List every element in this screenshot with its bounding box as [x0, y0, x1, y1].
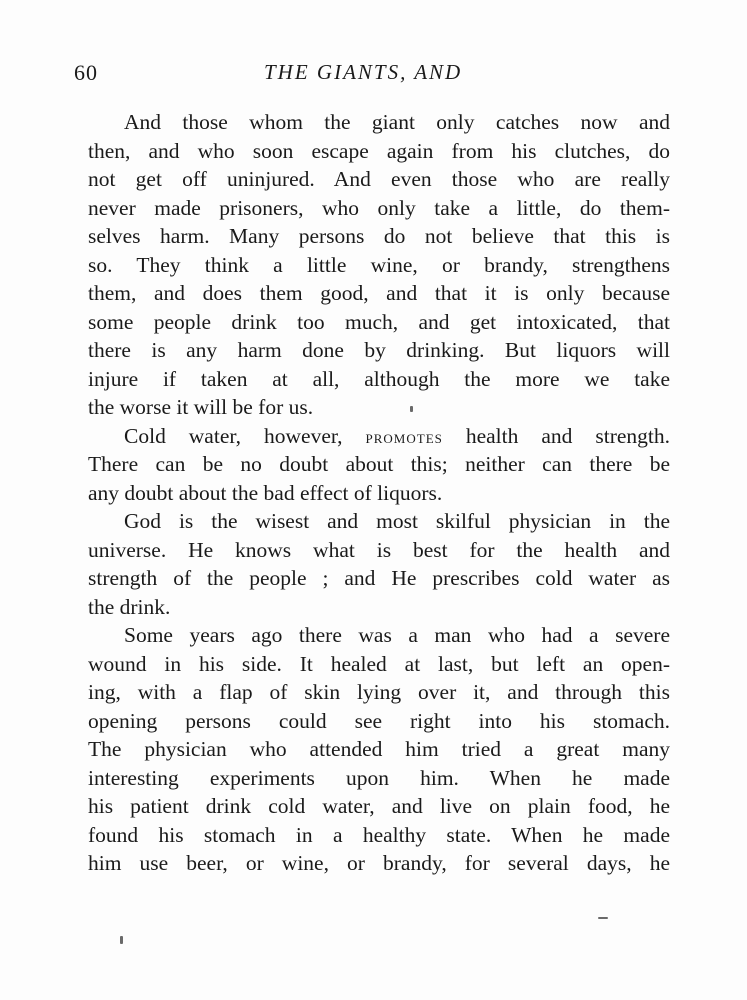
text-line: then, and who soon escape again from his clutches, do	[88, 138, 670, 163]
text-line: them, and does them good, and that it is only because	[88, 281, 670, 305]
text-line: his patient drink cold water, and live on plain food, he	[88, 794, 670, 818]
paragraph	[88, 422, 670, 508]
text-line: opening persons could see right into his stomach.	[88, 708, 670, 733]
text-line: some people drink too much, and get intoxicated, that	[88, 309, 670, 334]
text-line: found his stomach in a healthy state. When he made	[88, 822, 670, 847]
text-line: There can be no doubt about this; neither can there be	[88, 452, 670, 476]
text-line: ing, with a flap of skin lying over it, and through this	[88, 680, 670, 704]
text-line: wound in his side. It healed at last, but left an open-	[88, 651, 670, 676]
running-head: THE GIANTS, AND	[264, 60, 463, 84]
text-line: there is any harm done by drinking. But liquors will	[88, 338, 670, 362]
text-line: universe. He knows what is best for the health and	[88, 537, 670, 562]
text-line: the worse it will be for us.	[88, 395, 314, 419]
text-line: Some years ago there was a man who had a severe	[124, 623, 670, 647]
text-line: God is the wisest and most skilful physician in the	[124, 509, 670, 533]
print-speck	[410, 406, 413, 412]
text-line: any doubt about the bad effect of liquors.	[88, 480, 443, 505]
text-line: injure if taken at all, although the more we take	[88, 366, 670, 391]
text-line: so. They think a little wine, or brandy, strengthens	[88, 252, 670, 277]
body-text	[88, 108, 670, 878]
text-line: the drink.	[88, 594, 171, 619]
text-segment: health and strength.	[442, 423, 670, 448]
text-line: strength of the people ; and He prescribes cold water as	[88, 566, 670, 590]
print-speck	[598, 917, 608, 919]
text-line: selves harm. Many persons do not believe that this is	[88, 224, 670, 248]
text-line: never made prisoners, who only take a little, do them-	[88, 195, 670, 220]
page-number: 60	[74, 60, 98, 85]
text-line	[88, 422, 670, 451]
text-line: The physician who attended him tried a great many	[88, 737, 670, 761]
print-speck	[120, 936, 123, 944]
text-line: not get off uninjured. And even those who are really	[88, 167, 670, 191]
paragraph	[88, 108, 670, 422]
page-header	[74, 60, 674, 90]
paragraph	[88, 507, 670, 621]
text-line: him use beer, or wine, or brandy, for several days, he	[88, 851, 670, 875]
emphasis-smallcaps: promotes	[365, 426, 443, 447]
paragraph	[88, 621, 670, 878]
text-line: And those whom the giant only catches now and	[124, 110, 670, 134]
text-segment: Cold water, however,	[124, 423, 366, 448]
text-line: interesting experiments upon him. When he made	[88, 765, 670, 790]
